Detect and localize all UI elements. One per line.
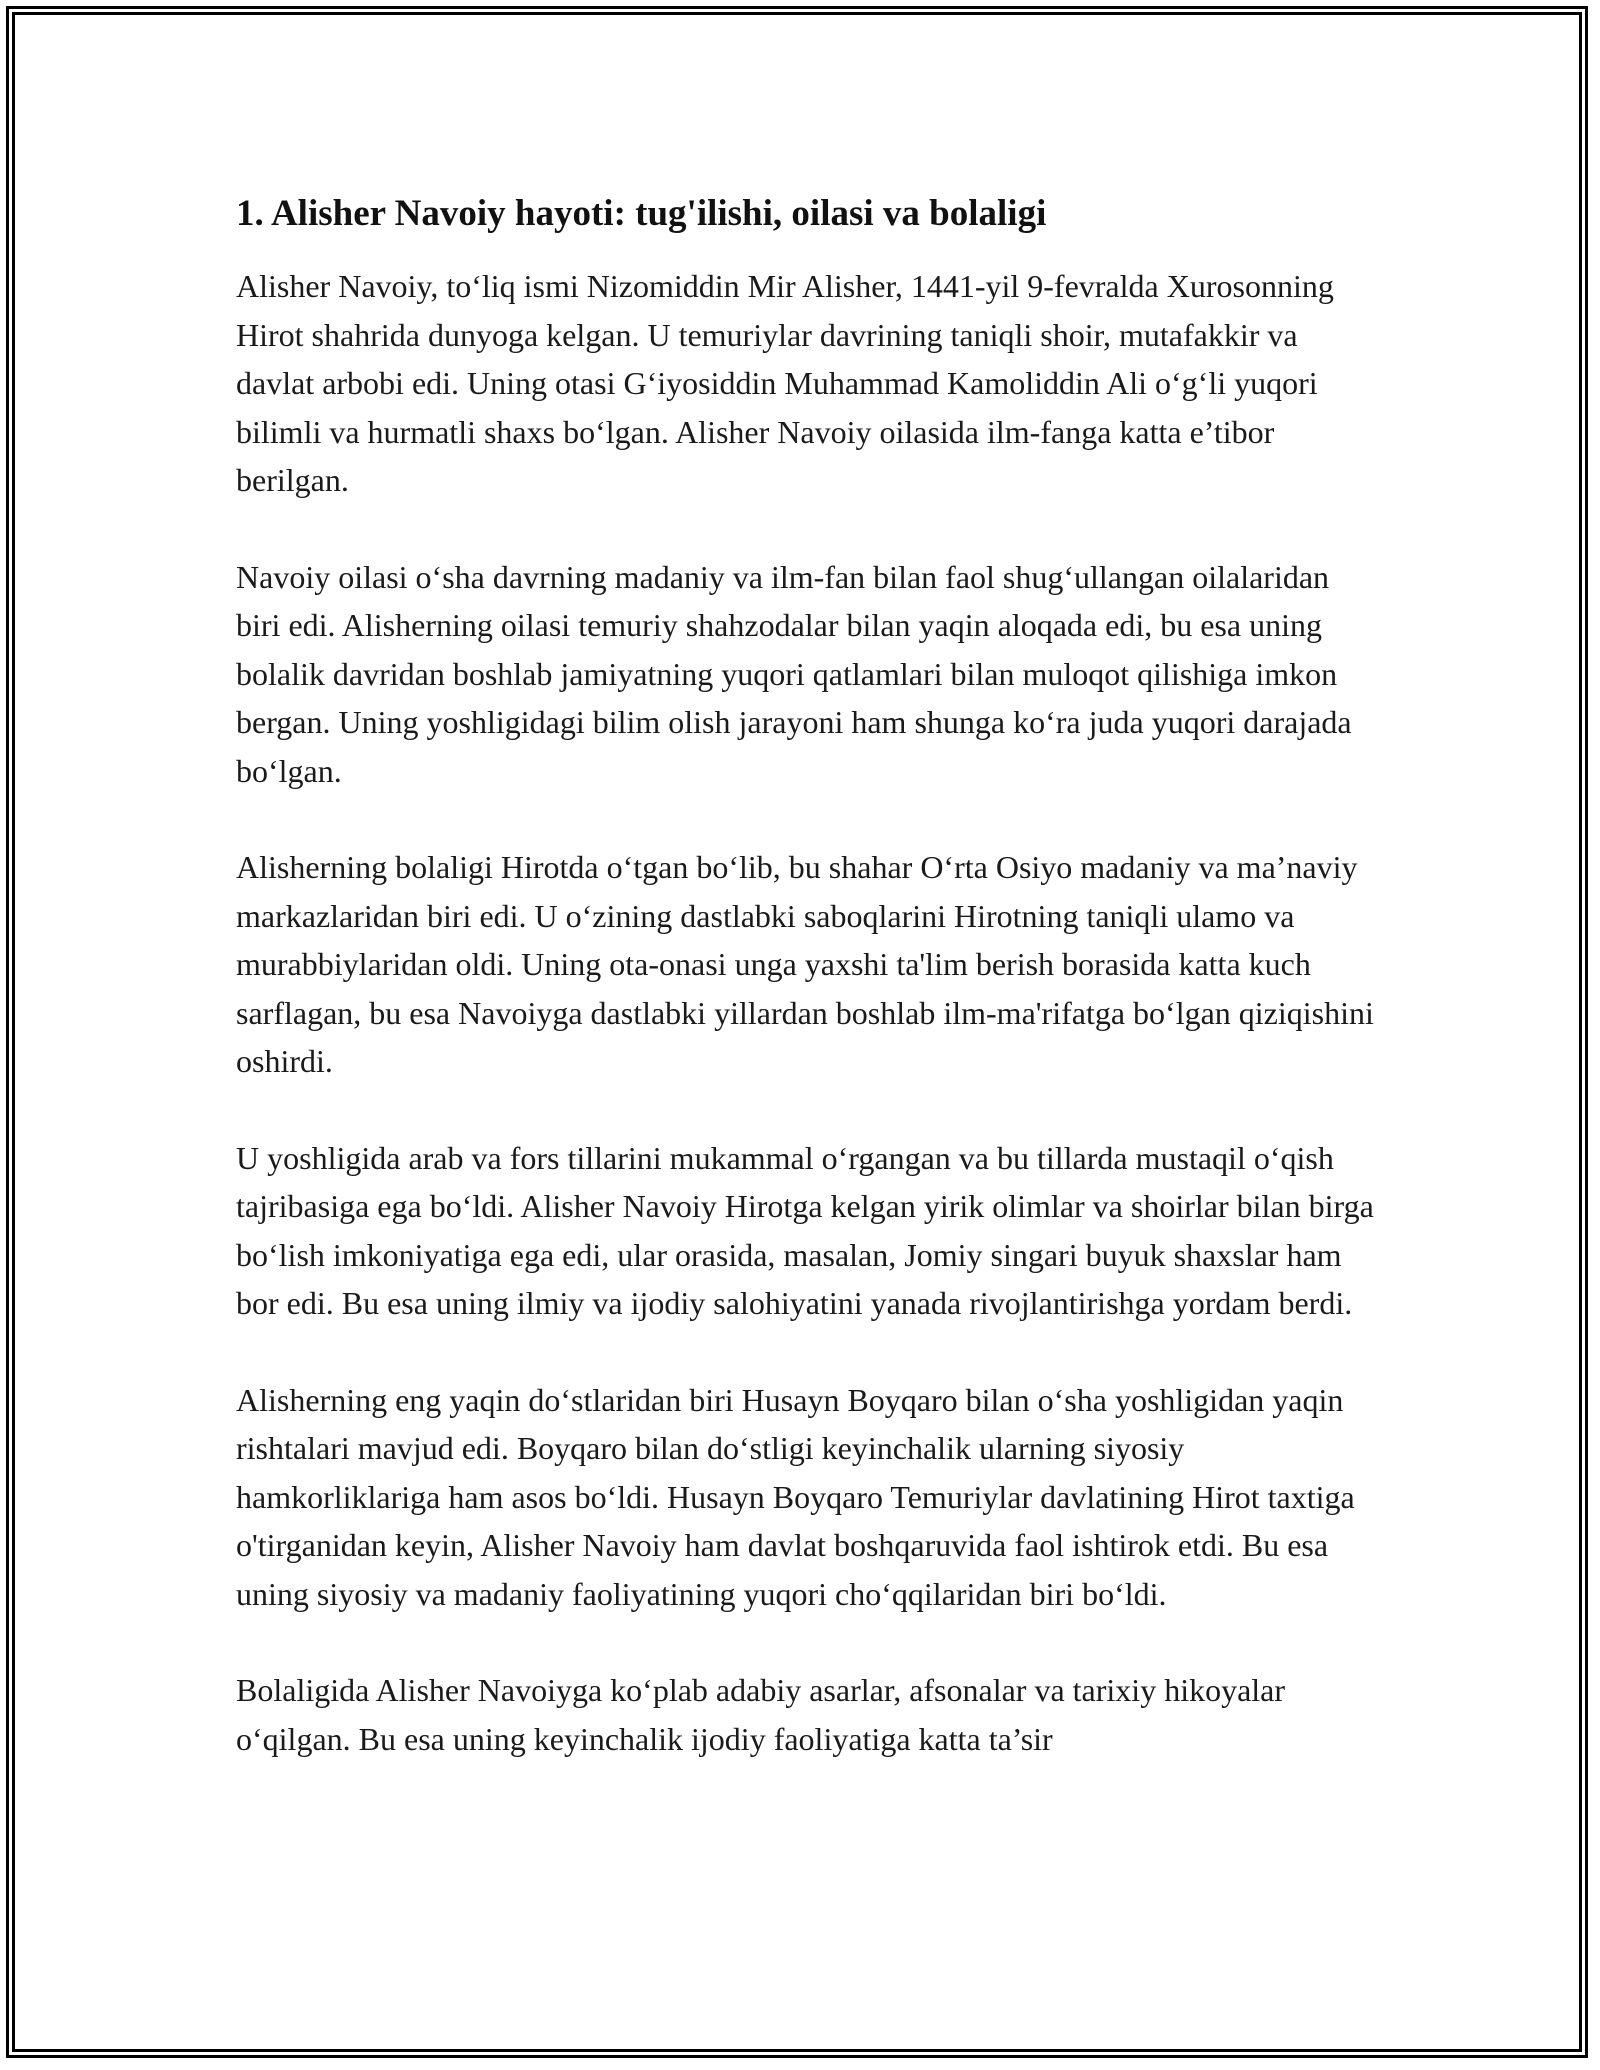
paragraph-6: Bolaligida Alisher Navoiyga ko‘plab adabiy asarlar, afsonalar va tarixiy hikoyalar o‘qilgan. Bu esa uning keyinchalik ijodiy faoliyatiga katta ta’sir bbox=[236, 1672, 1286, 1757]
document-body bbox=[236, 180, 1376, 1811]
paragraph-5: Alisherning eng yaqin do‘stlaridan biri Husayn Boyqaro bilan o‘sha yoshligidan yaqin rishtalari mavjud edi. Boyqaro bilan do‘stligi keyinchalik ularning siyosiy hamkorliklariga ham asos bo‘ldi. Husayn Boyqaro Temuriylar davlatining Hirot taxtiga o'tirganidan keyin, Alisher Navoiy ham davlat boshqaruvida faol ishtirok etdi. Bu esa uning siyosiy va madaniy faoliyatining yuqori cho‘qqilaridan biri bo‘ldi. bbox=[236, 1381, 1355, 1612]
paragraph-3: Alisherning bolaligi Hirotda o‘tgan bo‘lib, bu shahar O‘rta Osiyo madaniy va ma’naviy markazlaridan biri edi. U o‘zining dastlabki saboqlarini Hirotning taniqli ulamo va murabbiylaridan oldi. Uning ota-onasi unga yaxshi ta'lim berish borasida katta kuch sarflagan, bu esa Navoiyga dastlabki yillardan boshlab ilm-ma'rifatga bo‘lgan qiziqishini oshirdi. bbox=[236, 849, 1374, 1080]
paragraph-1: Alisher Navoiy, to‘liq ismi Nizomiddin Mir Alisher, 1441-yil 9-fevralda Xurosonning Hirot shahrida dunyoga kelgan. U temuriylar davrining taniqli shoir, mutafakkir va davlat arbobi edi. Uning otasi G‘iyosiddin Muhammad Kamoliddin Ali o‘g‘li yuqori bilimli va hurmatli shaxs bo‘lgan. Alisher Navoiy oilasida ilm-fanga katta e’tibor berilgan. bbox=[236, 268, 1334, 499]
paragraph-4: U yoshligida arab va fors tillarini mukammal o‘rgangan va bu tillarda mustaqil o‘qish tajribasiga ega bo‘ldi. Alisher Navoiy Hirotga kelgan yirik olimlar va shoirlar bilan birga bo‘lish imkoniyatiga ega edi, ular orasida, masalan, Jomiy singari buyuk shaxslar ham bor edi. Bu esa uning ilmiy va ijodiy salohiyatini yanada rivojlantirishga yordam berdi. bbox=[236, 1139, 1374, 1322]
paragraph-2: Navoiy oilasi o‘sha davrning madaniy va ilm-fan bilan faol shug‘ullangan oilalaridan biri edi. Alisherning oilasi temuriy shahzodalar bilan yaqin aloqada edi, bu esa uning bolalik davridan boshlab jamiyatning yuqori qatlamlari bilan muloqot qilishiga imkon bergan. Uning yoshligidagi bilim olish jarayoni ham shunga ko‘ra juda yuqori darajada bo‘lgan. bbox=[236, 558, 1352, 789]
section-heading: 1. Alisher Navoiy hayoti: tug'ilishi, oilasi va bolaligi bbox=[236, 193, 1047, 234]
